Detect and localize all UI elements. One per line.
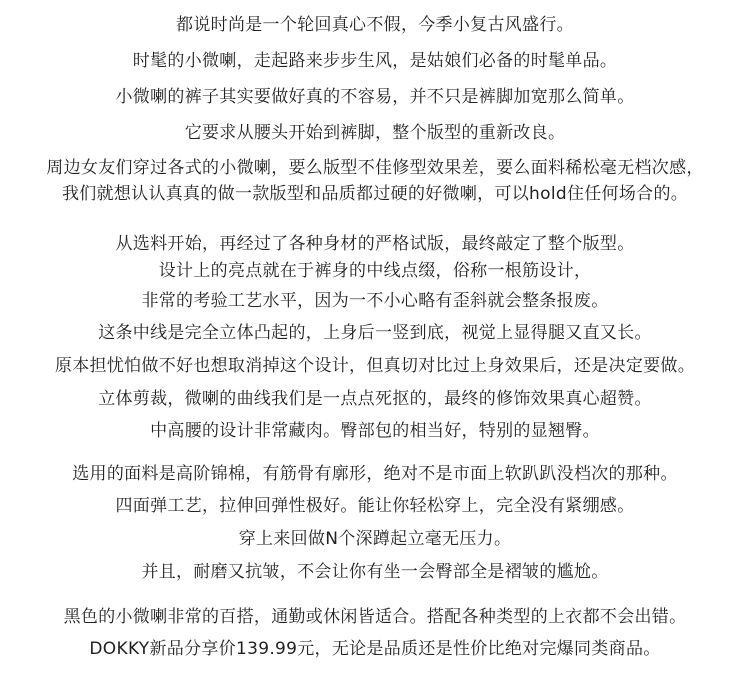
- text-line: 它要求从腰头开始到裤脚，整个版型的重新改良。: [184, 123, 566, 143]
- text-line: 我们就想认认真真的做一款版型和品质都过硬的好微喇，可以hold住任何场合的。: [61, 184, 689, 204]
- text-line: 从选料开始，再经过了各种身材的严格试版，最终敲定了整个版型。: [115, 234, 635, 254]
- text-line: 小微喇的裤子其实要做好真的不容易，并不只是裤脚加宽那么简单。: [115, 87, 635, 107]
- text-line: 立体剪裁，微喇的曲线我们是一点点死抠的，最终的修饰效果真心超赞。: [98, 389, 652, 409]
- text-line: DOKKY新品分享价139.99元，无论是品质还是性价比绝对完爆同类商品。: [89, 639, 661, 659]
- text-line: 穿上来回做N个深蹲起立毫无压力。: [238, 529, 512, 549]
- text-line: 设计上的亮点就在于裤身的中线点缀，俗称一根筋设计，: [158, 261, 592, 281]
- text-line: 非常的考验工艺水平，因为一不小心略有歪斜就会整条报废。: [141, 291, 609, 311]
- text-line: 这条中线是完全立体凸起的，上身后一竖到底，视觉上显得腿又直又长。: [98, 323, 652, 343]
- text-line: 选用的面料是高阶锦棉，有筋骨有廓形，绝对不是市面上软趴趴没档次的那种。: [72, 464, 678, 484]
- text-line: 并且，耐磨又抗皱，不会让你有坐一会臀部全是褶皱的尴尬。: [141, 562, 609, 582]
- text-line: 都说时尚是一个轮回真心不假，今季小复古风盛行。: [176, 15, 574, 35]
- text-line: 原本担忧怕做不好也想取消掉这个设计，但真切对比过上身效果后，还是决定要做。: [54, 356, 696, 376]
- text-line: 黑色的小微喇非常的百搭，通勤或休闲皆适合。搭配各种类型的上衣都不会出错。: [63, 607, 687, 627]
- text-line: 四面弹工艺，拉伸回弹性极好。能让你轻松穿上，完全没有紧绷感。: [115, 496, 635, 516]
- text-line: 周边女友们穿过各式的小微喇，要么版型不佳修型效果差，要么面料稀松毫无档次感，: [46, 158, 704, 178]
- text-line: 中高腰的设计非常藏肉。臀部包的相当好，特别的显翘臀。: [150, 421, 600, 441]
- text-line: 时髦的小微喇，走起路来步步生风，是姑娘们必备的时髦单品。: [132, 51, 618, 71]
